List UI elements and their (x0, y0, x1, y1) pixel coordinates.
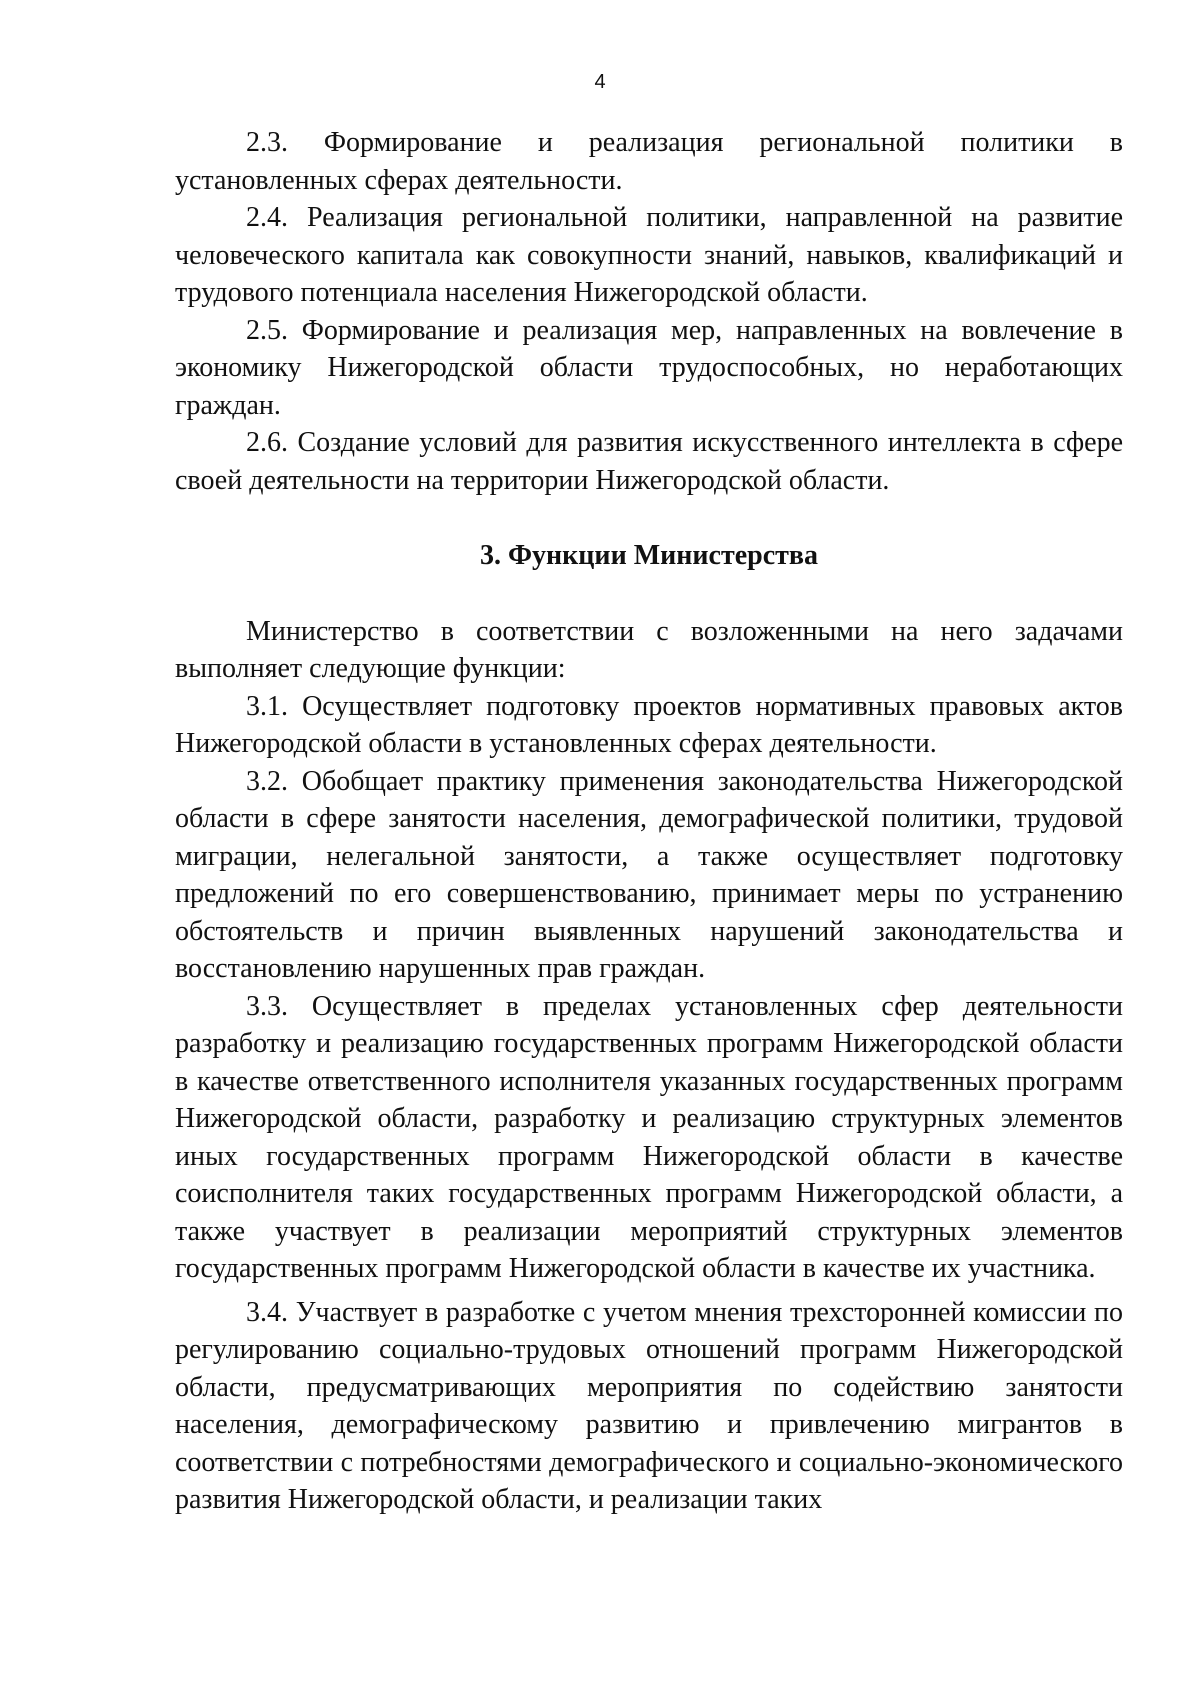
page-number: 4 (594, 71, 606, 93)
paragraph-2-4: 2.4. Реализация региональной политики, направленной на развитие человеческого капитала как совокупности знаний, навыков, квалификаций и трудового потенциала населения Нижегородской области. (175, 202, 1123, 308)
paragraph-3-2: 3.2. Обобщает практику применения законодательства Нижегородской области в сфере занятости населения, демографической политики, трудовой миграции, нелегальной занятости, а также осуществляет подготовку предложений по его совершенствованию, принимает меры по устранению обстоятельств и причин выявленных нарушений законодательства и восстановлению нарушенных прав граждан. (175, 765, 1123, 984)
section-3-intro: Министерство в соответствии с возложенными на него задачами выполняет следующие функции: (175, 615, 1123, 684)
paragraph-3-4: 3.4. Участвует в разработке с учетом мнения трехсторонней комиссии по регулированию социально-трудовых отношений программ Нижегородской области, предусматривающих мероприятия по содействию занятости населения, демографическому развитию и привлечению мигрантов в соответствии с потребностями демографического и социально-экономического развития Нижегородской области, и реализации таких (175, 1296, 1123, 1515)
paragraph-2-6: 2.6. Создание условий для развития искусственного интеллекта в сфере своей деятельности на территории Нижегородской области. (175, 427, 1123, 496)
paragraph-2-3: 2.3. Формирование и реализация региональной политики в установленных сферах деятельности. (175, 127, 1123, 196)
section-3-heading: 3. Функции Министерства (479, 540, 819, 571)
paragraph-3-1: 3.1. Осуществляет подготовку проектов нормативных правовых актов Нижегородской области в установленных сферах деятельности. (175, 690, 1123, 759)
paragraph-3-3: 3.3. Осуществляет в пределах установленных сфер деятельности разработку и реализацию государственных программ Нижегородской области в качестве ответственного исполнителя указанных государственных программ Нижегородской области, разработку и реализацию структурных элементов иных государственных программ Нижегородской области в качестве соисполнителя таких государственных программ Нижегородской области, а также участвует в реализации мероприятий структурных элементов государственных программ Нижегородской области в качестве их участника. (175, 990, 1123, 1284)
paragraph-2-5: 2.5. Формирование и реализация мер, направленных на вовлечение в экономику Нижегородской области трудоспособных, но неработающих граждан. (175, 314, 1123, 421)
document-body (175, 124, 1123, 1519)
